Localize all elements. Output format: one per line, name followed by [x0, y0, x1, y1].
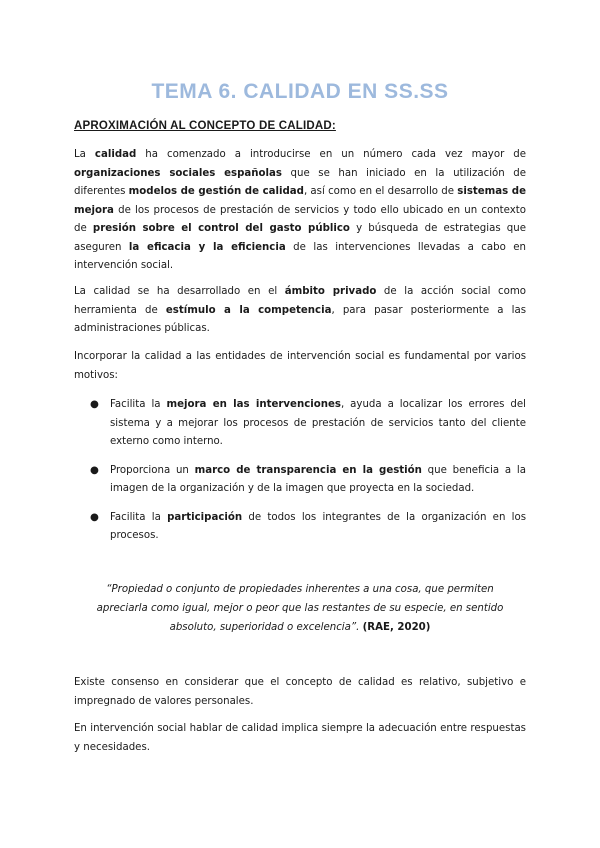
text-run: Facilita la [110, 399, 167, 410]
bullet-icon: ● [90, 399, 99, 410]
text-run: Proporciona un [110, 464, 195, 476]
text-run: , para pasar posteriormente a las administraciones públicas. [74, 304, 527, 334]
text-run: que beneficia a la imagen de la organización y de la imagen que proyecta en la sociedad. [110, 464, 526, 494]
paragraph-motives [74, 348, 526, 385]
paragraph-adequacy [74, 720, 526, 757]
paragraph-intro [74, 146, 526, 276]
list-item [74, 396, 526, 452]
text-run: de las intervenciones llevadas a cabo en intervención social. [74, 241, 527, 271]
text-run: La [74, 149, 95, 160]
bold-text: participación [167, 511, 243, 523]
paragraph-private-sector [74, 283, 526, 339]
text-run: que se han iniciado en la utilización de diferentes [74, 167, 527, 197]
bold-text: la eficacia y la eficiencia [128, 241, 286, 253]
bold-text: mejora en las intervenciones [166, 399, 341, 410]
quote-reference: (RAE, 2020) [362, 622, 431, 633]
text-run: ha comenzado a introducirse en un número cada vez mayor de [136, 149, 526, 160]
bold-text: modelos de gestión de calidad [128, 186, 304, 197]
text-run: En intervención social hablar de calidad implica siempre la adecuación entre respuestas y necesidades. [74, 723, 526, 753]
bold-text: estímulo a la competencia [165, 304, 332, 316]
list-item [74, 462, 526, 499]
bullet-icon: ● [90, 511, 99, 523]
bold-text: marco de transparencia en la gestión [194, 464, 422, 476]
bold-text: ámbito privado [284, 286, 377, 297]
text-run: Facilita la [110, 511, 168, 523]
definition-quote [90, 580, 510, 637]
bold-text: organizaciones sociales españolas [74, 167, 282, 179]
bullet-icon: ● [90, 464, 99, 476]
text-run: , así como en el desarrollo de [303, 186, 458, 197]
text-run: La calidad se ha desarrollado en el [74, 286, 285, 297]
list-item [74, 509, 526, 546]
list-item-text [110, 512, 526, 542]
text-run: de todos los integrantes de la organización en los procesos. [110, 511, 527, 541]
paragraph-consensus [74, 674, 526, 711]
bold-text: calidad [94, 149, 137, 160]
text-run: de la acción social como herramienta de [74, 286, 526, 316]
text-run: Incorporar la calidad a las entidades de intervención social es fundamental por varios motivos: [74, 351, 526, 381]
bold-text: presión sobre el control del gasto público [92, 223, 350, 234]
text-run: de los procesos de prestación de servicios y todo ello ubicado en un contexto de [74, 204, 526, 234]
text-run: , ayuda a localizar los errores del sistema y a mejorar los procesos de prestación de servicios tanto del cliente externo como interno. [110, 399, 526, 447]
list-item-text [110, 399, 526, 447]
motives-list [74, 396, 526, 556]
page-title: TEMA 6. CALIDAD EN SS.SS [151, 80, 449, 103]
text-run: y búsqueda de estrategias que aseguren [74, 223, 526, 253]
bold-text: sistemas de mejora [74, 186, 526, 216]
list-item-text [110, 465, 526, 495]
section-heading: APROXIMACIÓN AL CONCEPTO DE CALIDAD: [74, 120, 336, 132]
quote-text: “Propiedad o conjunto de propiedades inherentes a una cosa, que permiten apreciarla como igual, mejor o peor que las restantes de su especie, en sentido absoluto, superioridad o excelencia”. [96, 584, 504, 633]
text-run: Existe consenso en considerar que el concepto de calidad es relativo, subjetivo e impregnado de valores personales. [74, 677, 526, 707]
